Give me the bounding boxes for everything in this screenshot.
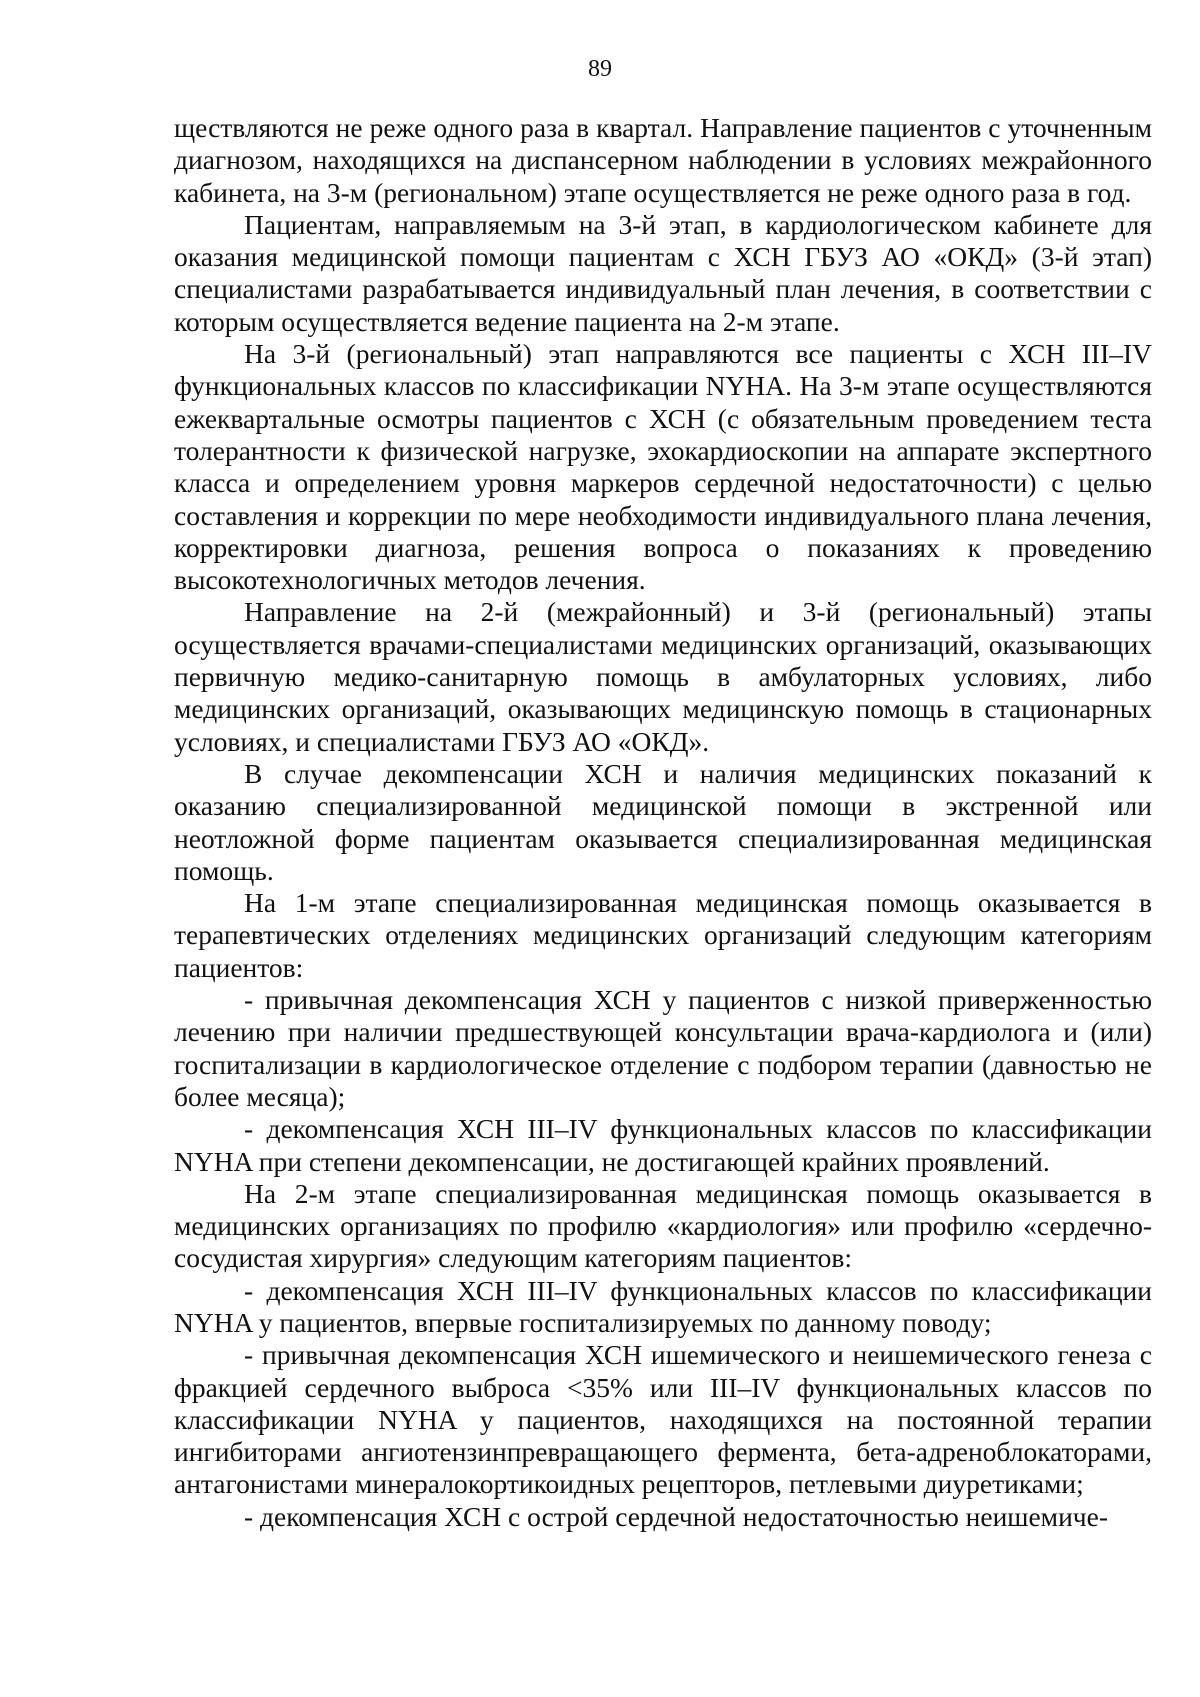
- paragraph: На 2-м этапе специализированная медицинская помощь оказывается в медицинских организациях по профилю «кардиология» или профилю «сердечно-сосудистая хирургия» следующим категориям пациентов:: [174, 1177, 1152, 1274]
- list-item: - декомпенсация ХСН III–IV функциональных классов по классификации NYHA у пациентов, впервые госпитализируемых по данному поводу;: [174, 1274, 1152, 1338]
- paragraph: Направление на 2-й (межрайонный) и 3-й (региональный) этапы осуществляется врачами-специалистами медицинских организаций, оказывающих первичную медико-санитарную помощь в амбулаторных условиях, либо медицинских организаций, оказывающих медицинскую помощь в стационарных условиях, и специалистами ГБУЗ АО «ОКД».: [174, 596, 1152, 757]
- paragraph: На 3-й (региональный) этап направляются все пациенты с ХСН III–IV функциональных классов по классификации NYHA. На 3-м этапе осуществляются ежеквартальные осмотры пациентов с ХСН (с обязательным проведением теста толерантности к физической нагрузке, эхокардиоскопии на аппарате экспертного класса и определением уровня маркеров сердечной недостаточности) с целью составления и коррекции по мере необходимости индивидуального плана лечения, корректировки диагноза, решения вопроса о показаниях к проведению высокотехнологичных методов лечения.: [174, 338, 1152, 596]
- paragraph: ществляются не реже одного раза в квартал. Направление пациентов с уточненным диагнозом, находящихся на диспансерном наблюдении в условиях межрайонного кабинета, на 3-м (региональном) этапе осуществляется не реже одного раза в год.: [174, 112, 1152, 208]
- document-body: [174, 112, 1152, 1533]
- list-item: - привычная декомпенсация ХСН у пациентов с низкой приверженностью лечению при наличии предшествующей консультации врача-кардиолога и (или) госпитализации в кардиологическое отделение с подбором терапии (давностью не более месяца);: [174, 984, 1152, 1112]
- list-item: - декомпенсация ХСН с острой сердечной недостаточностью неишемиче-: [244, 1500, 1108, 1532]
- paragraph: На 1-м этапе специализированная медицинская помощь оказывается в терапевтических отделениях медицинских организаций следующим категориям пациентов:: [174, 887, 1152, 983]
- paragraph: Пациентам, направляемым на 3-й этап, в кардиологическом кабинете для оказания медицинской помощи пациентам с ХСН ГБУЗ АО «ОКД» (3-й этап) специалистами разрабатывается индивидуальный план лечения, в соответствии с которым осуществляется ведение пациента на 2-м этапе.: [174, 208, 1152, 337]
- paragraph: В случае декомпенсации ХСН и наличия медицинских показаний к оказанию специализированной медицинской помощи в экстренной или неотложной форме пациентам оказывается специализированная медицинская помощь.: [174, 757, 1152, 886]
- list-item: - привычная декомпенсация ХСН ишемического и неишемического генеза с фракцией сердечного выброса <35% или III–IV функциональных классов по классификации NYHA у пациентов, находящихся на постоянной терапии ингибиторами ангиотензинпревращающего фермента, бета-адреноблокаторами, антагонистами минералокортикоидных рецепторов, петлевыми диуретиками;: [174, 1339, 1152, 1500]
- page-number: 89: [588, 56, 612, 82]
- list-item: - декомпенсация ХСН III–IV функциональных классов по классификации NYHA при степени декомпенсации, не достигающей крайних проявлений.: [174, 1113, 1152, 1177]
